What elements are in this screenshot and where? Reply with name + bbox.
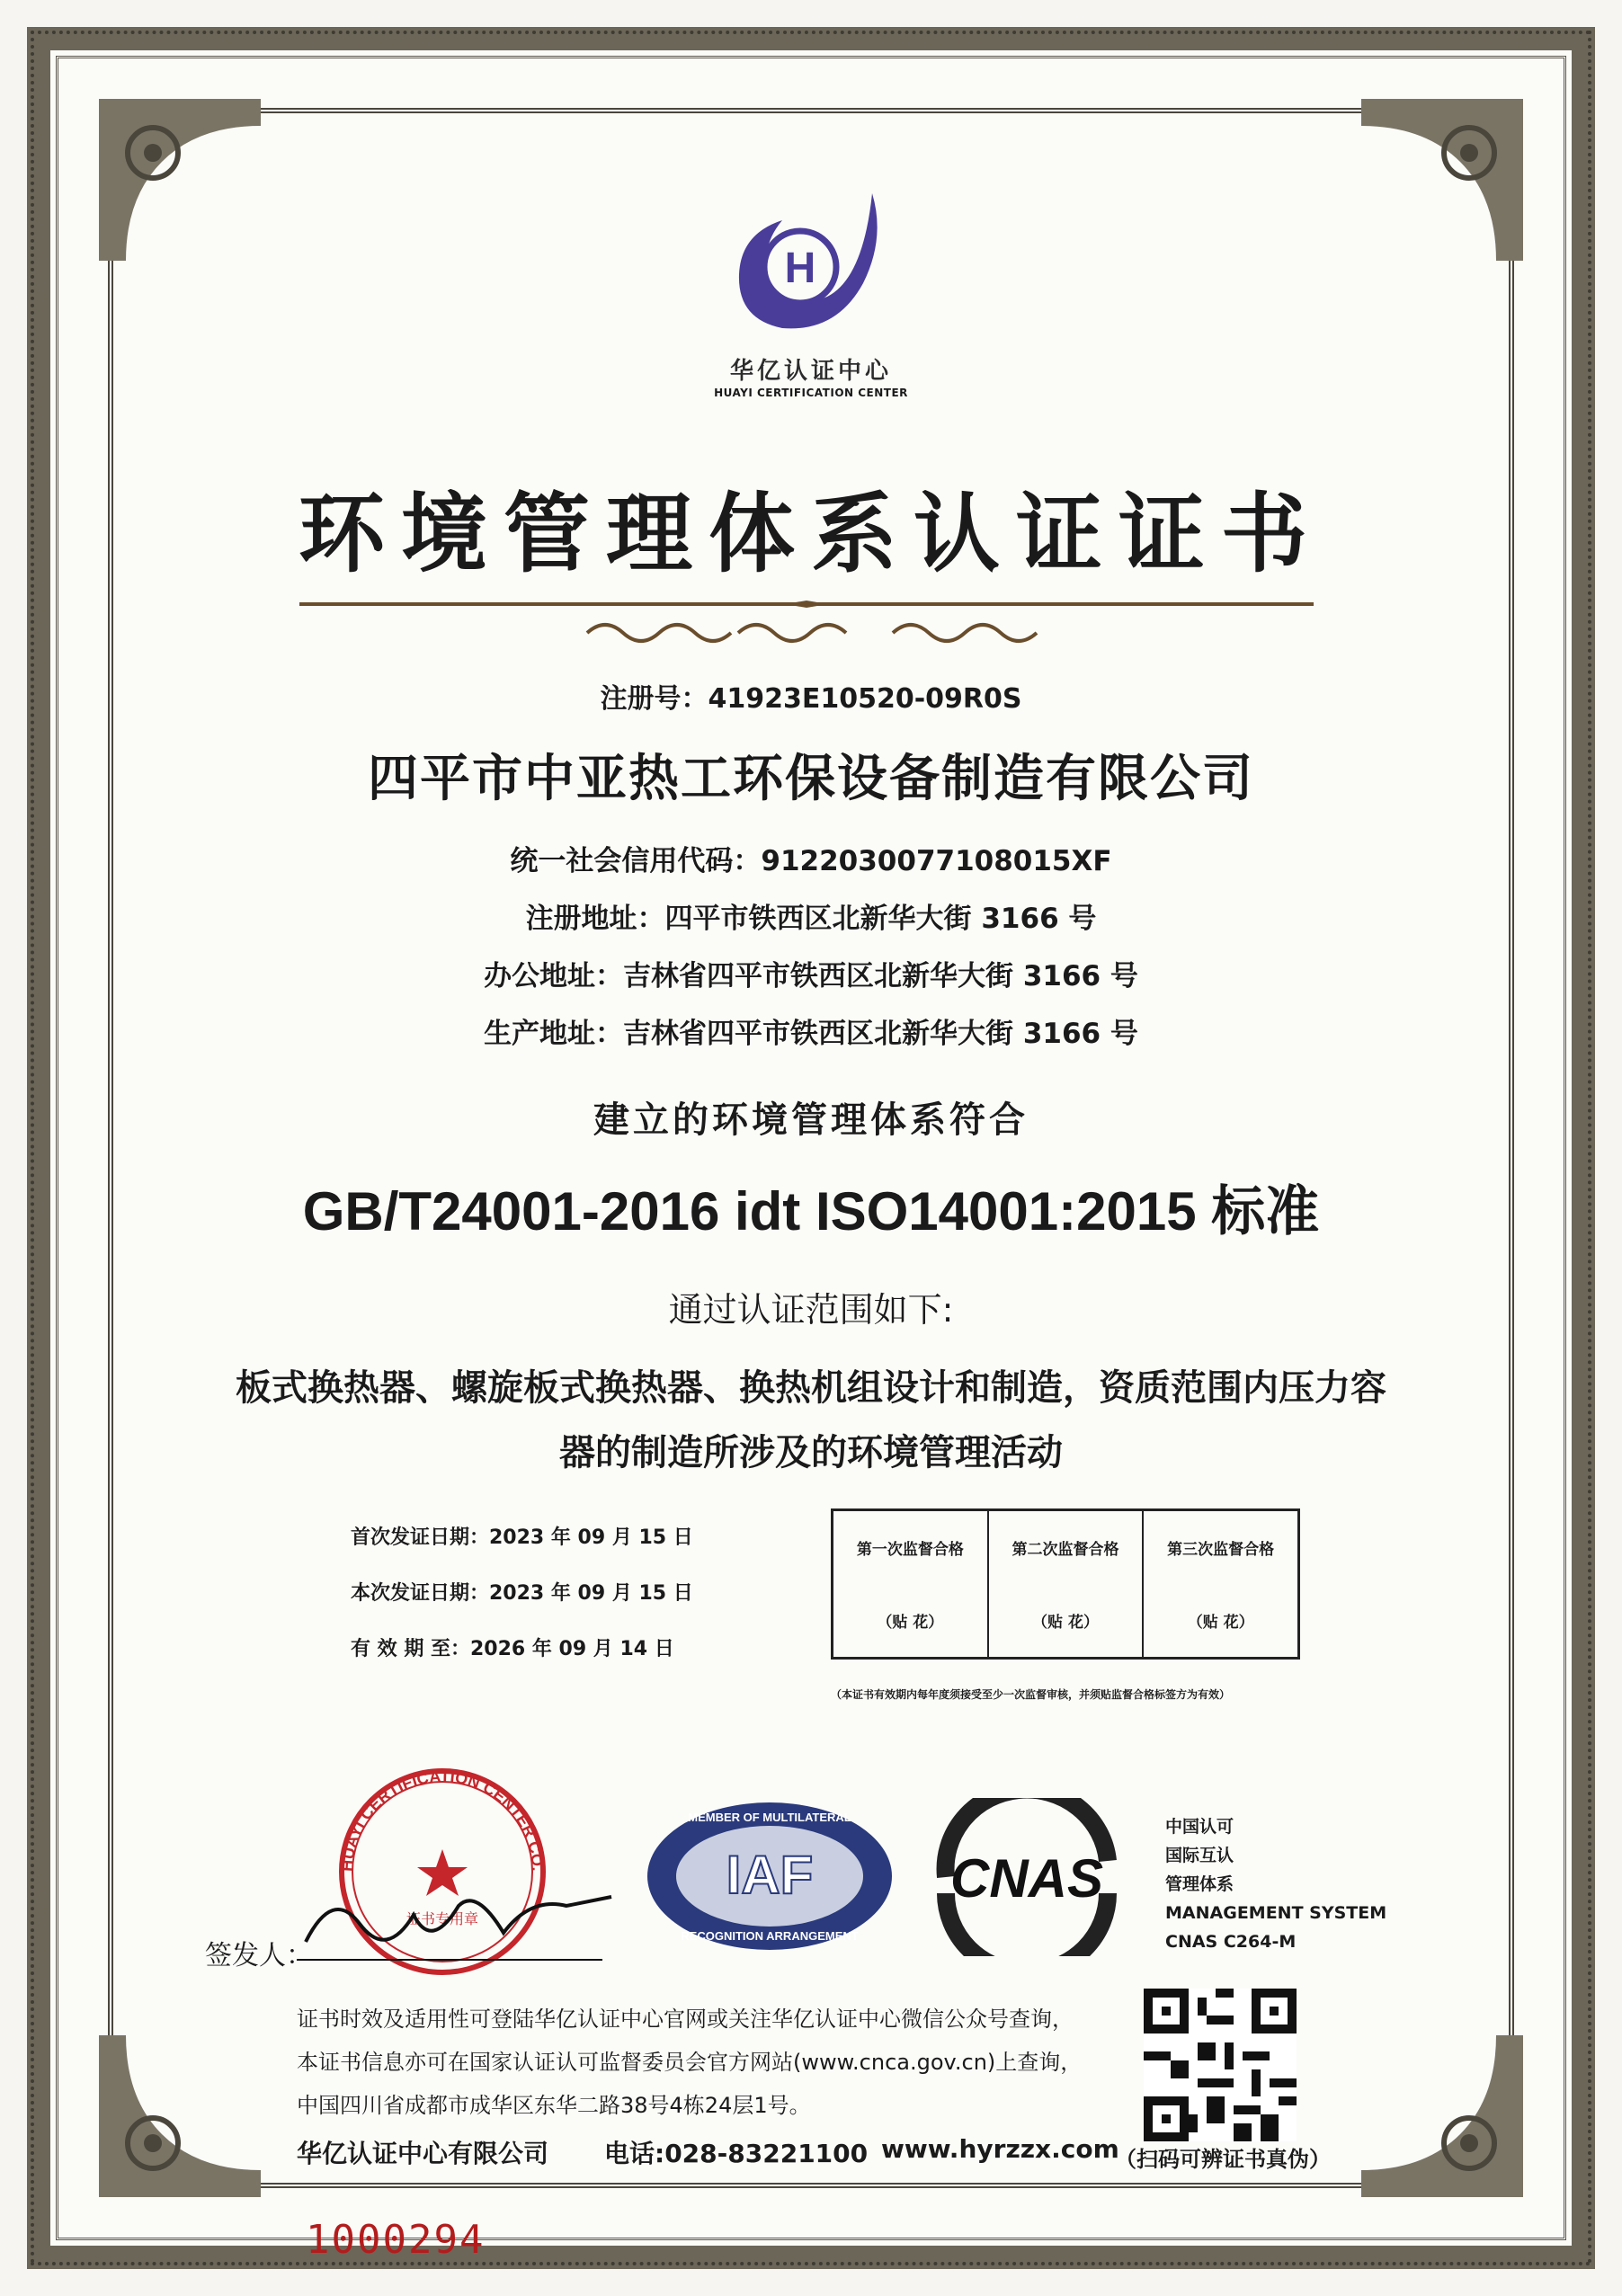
iaf-logo <box>644 1800 896 1953</box>
iaf-text: IAF <box>726 1845 814 1905</box>
conformity-statement: 建立的环境管理体系符合 <box>593 1099 1029 1141</box>
certificate-dates <box>351 1510 693 1678</box>
issuer-name-en: HUAYI CERTIFICATION CENTER <box>714 387 908 399</box>
expiry-date: 有 效 期 至：2026 年 09 月 14 日 <box>351 1638 674 1660</box>
serial-number: 1000294 <box>306 2217 486 2263</box>
accreditation-line: MANAGEMENT SYSTEM <box>1165 1903 1387 1923</box>
corner-ornament-bottom-left <box>90 2026 270 2206</box>
current-issue-date: 本次发证日期：2023 年 09 月 15 日 <box>351 1582 693 1605</box>
scope-line: 板式换热器、螺旋板式换热器、换热机组设计和制造，资质范围内压力容 <box>236 1367 1386 1409</box>
iaf-ring-top: MEMBER OF MULTILATERAL <box>688 1811 851 1824</box>
contact-company: 华亿认证中心有限公司 <box>297 2139 549 2168</box>
production-address: 生产地址：吉林省四平市铁西区北新华大街 3166 号 <box>484 1018 1138 1050</box>
seal-ring-text: HUAYI CERTIFICATION CENTER CO. <box>337 1766 548 1873</box>
contact-phone: 电话:028-83221100 <box>604 2139 869 2168</box>
credit-code: 统一社会信用代码：9122030077108015XF <box>510 845 1112 877</box>
surveillance-cell-3 <box>1144 1511 1297 1657</box>
registration-number: 注册号：41923E10520-09R0S <box>600 683 1022 715</box>
verification-info <box>297 1998 1082 2127</box>
surveillance-stamp: （贴 花） <box>1032 1614 1099 1632</box>
company-name: 四平市中亚热工环保设备制造有限公司 <box>368 750 1254 808</box>
surveillance-cell-2 <box>989 1511 1145 1657</box>
seal-bottom-text: 证书专用章 <box>406 1910 479 1927</box>
qr-caption: （扫码可辨证书真伪） <box>1115 2147 1331 2172</box>
surveillance-cell-1 <box>833 1511 989 1657</box>
surveillance-label: 第一次监督合格 <box>856 1541 964 1559</box>
accreditation-line: CNAS C264-M <box>1165 1932 1297 1952</box>
surveillance-note: （本证书有效期内每年度须接受至少一次监督审核，并须贴监督合格标签方为有效） <box>831 1688 1231 1701</box>
corner-ornament-top-right <box>1352 90 1532 270</box>
office-address: 办公地址：吉林省四平市铁西区北新华大街 3166 号 <box>484 960 1138 992</box>
verification-qr-code <box>1144 1989 1297 2141</box>
signatory-label: 签发人： <box>205 1940 313 1971</box>
accreditation-line: 中国认可 <box>1165 1817 1234 1837</box>
scope-line: 器的制造所涉及的环境管理活动 <box>559 1432 1063 1473</box>
certificate-title: 环境管理体系认证证书 <box>299 483 1323 584</box>
logo-letter: H <box>784 245 816 292</box>
surveillance-label: 第二次监督合格 <box>1012 1541 1119 1559</box>
company-details <box>0 832 1622 1063</box>
certification-scope <box>126 1356 1496 1485</box>
surveillance-table <box>831 1508 1300 1660</box>
scope-intro: 通过认证范围如下: <box>668 1290 954 1330</box>
cnas-logo <box>919 1798 1135 1956</box>
signature <box>297 1870 620 1969</box>
issuer-logo <box>728 184 890 342</box>
verification-line: 中国四川省成都市成华区东华二路38号4栋24层1号。 <box>297 2093 811 2118</box>
corner-ornament-top-left <box>90 90 270 270</box>
cnas-text: CNAS <box>949 1848 1104 1909</box>
accreditation-line: 国际互认 <box>1165 1846 1234 1865</box>
corner-ornament-bottom-right <box>1352 2026 1532 2206</box>
svg-text:HUAYI CERTIFICATION CENTER CO. <box>316 1764 547 1872</box>
surveillance-label: 第三次监督合格 <box>1167 1541 1275 1559</box>
verification-line: 证书时效及适用性可登陆华亿认证中心官网或关注华亿认证中心微信公众号查询， <box>297 2007 1074 2032</box>
issuer-name-cn: 华亿认证中心 <box>729 358 892 385</box>
contact-website: www.hyrzzx.com <box>881 2134 1119 2164</box>
verification-line: 本证书信息亦可在国家认证认可监督委员会官方网站(www.cnca.gov.cn)上查询， <box>297 2050 1083 2075</box>
accreditation-line: 管理体系 <box>1165 1874 1234 1894</box>
surveillance-stamp: （贴 花） <box>877 1614 944 1632</box>
accreditation-info <box>1165 1812 1386 1956</box>
surveillance-stamp: （贴 花） <box>1187 1614 1254 1632</box>
title-divider-ornament <box>299 601 1314 654</box>
first-issue-date: 首次发证日期：2023 年 09 月 15 日 <box>351 1526 693 1549</box>
registered-address: 注册地址：四平市铁西区北新华大街 3166 号 <box>525 903 1097 935</box>
standard-reference: GB/T24001-2016 idt ISO14001:2015 标准 <box>302 1181 1320 1241</box>
iaf-ring-bottom: RECOGNITION ARRANGEMENT <box>681 1929 859 1943</box>
